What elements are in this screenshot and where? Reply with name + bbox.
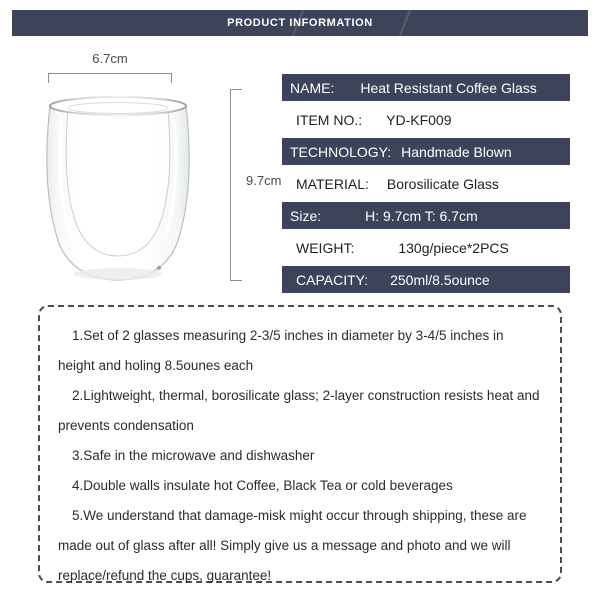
table-row [282, 234, 570, 261]
spec-value: Heat Resistant Coffee Glass [360, 79, 537, 96]
header-slash-decoration-icon [395, 10, 414, 36]
width-dimension-label: 6.7cm [92, 51, 128, 66]
product-description-box [38, 305, 562, 583]
list-item: 2.Lightweight, thermal, borosilicate glass; 2-layer construction resists heat and prevents condensation [58, 388, 540, 433]
spec-label: WEIGHT: [296, 239, 355, 256]
width-dimension-bracket [48, 73, 172, 83]
spec-label: NAME: [290, 79, 335, 96]
table-row [282, 202, 570, 229]
table-row [282, 138, 570, 165]
glass-illustration-icon [38, 88, 198, 283]
list-item: 5.We understand that damage-misk might occur through shipping, these are made out of glass after all! Simply give us a message and photo and we will replace/refund the cups, guarantee! [58, 508, 527, 583]
spec-value: 250ml/8.5ounce [390, 271, 490, 288]
spec-label: CAPACITY: [296, 271, 369, 288]
spec-value: 130g/piece*2PCS [398, 239, 509, 256]
product-image-double-wall-glass [38, 88, 198, 283]
specification-table [282, 74, 570, 298]
product-information-header [12, 10, 588, 36]
list-item: 1.Set of 2 glasses measuring 2-3/5 inches in diameter by 3-4/5 inches in height and holing 8.5ounes each [58, 328, 504, 373]
spec-label: TECHNOLOGY: [290, 143, 392, 160]
list-item: 4.Double walls insulate hot Coffee, Black Tea or cold beverages [72, 478, 453, 493]
spec-value: Borosilicate Glass [386, 175, 499, 192]
list-item: 3.Safe in the microwave and dishwasher [72, 448, 315, 463]
spec-label: MATERIAL: [296, 175, 369, 192]
spec-label: ITEM NO.: [296, 111, 363, 128]
spec-label: Size: [290, 207, 322, 224]
table-row [282, 170, 570, 197]
height-dimension-bracket [230, 89, 242, 281]
height-dimension-label: 9.7cm [246, 173, 282, 188]
table-row [282, 266, 570, 293]
spec-value: H: 9.7cm T: 6.7cm [365, 207, 478, 224]
table-row [282, 74, 570, 101]
product-photo-area [30, 45, 280, 290]
spec-value: YD-KF009 [386, 111, 452, 128]
table-row [282, 106, 570, 133]
spec-value: Handmade Blown [401, 143, 512, 160]
header-title: PRODUCT INFORMATION [227, 17, 373, 29]
